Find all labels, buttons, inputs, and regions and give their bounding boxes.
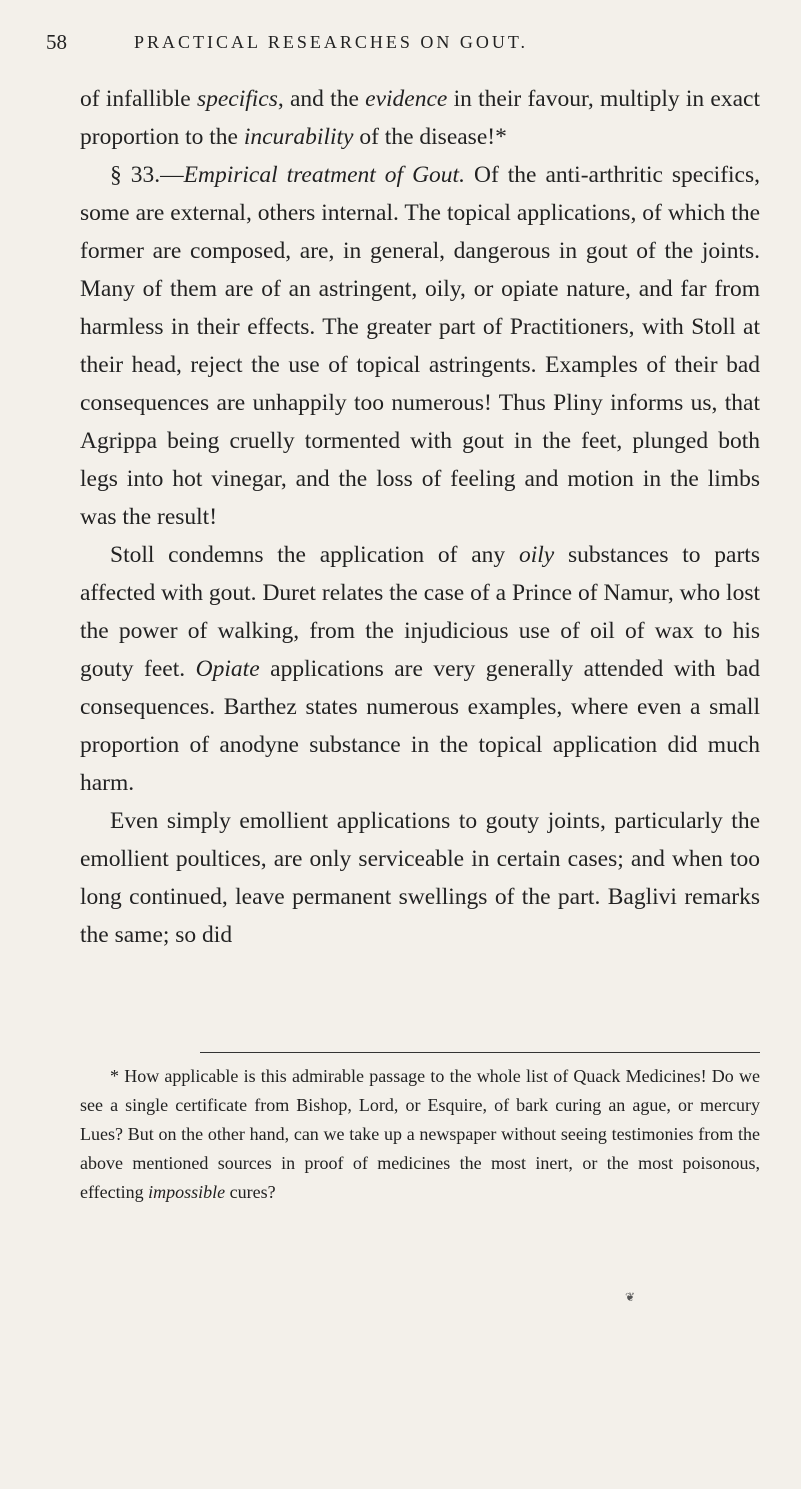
text-run: cures? <box>225 1182 276 1202</box>
page-header <box>46 30 761 60</box>
paragraph-3 <box>80 536 760 802</box>
page-number: 58 <box>46 30 67 54</box>
italic-run: evidence <box>365 86 448 112</box>
text-run: * How applicable is this admirable passage to the whole list of Quack Medicines! Do we see a single certificate from Bishop, Lord, or Esquire, of bark curing an ague, or mercury Lues? But on the other hand, can we take up a newspaper without seeing testimonies from the above mentioned sources in proof of medicines the most inert, or the most poisonous, effecting <box>80 1066 760 1202</box>
printer-mark-icon: ❦ <box>625 1290 636 1304</box>
text-run: substances to parts affected with gout. Duret relates the case of a Prince of Namur, who lost the power of walking, from the injudicious use of oil of wax to his gouty feet. <box>80 542 760 682</box>
footnote-text <box>80 1062 760 1207</box>
footnote <box>80 1062 760 1207</box>
section-heading: Empirical treatment of Gout. <box>183 162 465 188</box>
running-title: PRACTICAL RESEARCHES ON GOUT. <box>134 32 529 52</box>
text-run: Of the anti-arthritic specifics, some are external, others internal. The topical applications, of which the former are composed, are, in general, dangerous in gout of the joints. Many of them are of an astringent, oily, or opiate nature, and far from harmless in their effects. The greater part of Practitioners, with Stoll at their head, reject the use of topical astringents. Examples of their bad consequences are unhappily too numerous! Thus Pliny informs us, that Agrippa being cruelly tormented with gout in the feet, plunged both legs into hot vinegar, and the loss of feeling and motion in the limbs was the result! <box>80 162 761 530</box>
paragraph-1 <box>80 80 760 156</box>
text-run: , and the <box>277 86 366 112</box>
text-run: applications are very generally attended with bad consequences. Barthez states numerous examples, where even a small proportion of anodyne substance in the topical application did much harm. <box>80 656 761 796</box>
paragraph-2 <box>80 156 760 536</box>
italic-run: oily <box>518 542 555 568</box>
text-run: Even simply emollient applications to gouty joints, particularly the emollient poultices, are only serviceable in certain cases; and when too long continued, leave permanent swellings of the part. Baglivi remarks the same; so did <box>80 808 760 948</box>
italic-run: specifics <box>196 86 278 112</box>
text-run: of infallible <box>80 86 197 112</box>
section-mark: § 33.— <box>110 162 184 188</box>
italic-run: incurability <box>243 124 354 150</box>
paragraph-4 <box>80 802 760 954</box>
text-run: of the disease!* <box>353 124 507 150</box>
main-text <box>80 80 760 954</box>
text-run: in their favour, multiply in exact proportion to the <box>80 86 760 150</box>
italic-run: impossible <box>148 1182 226 1202</box>
italic-run: Opiate <box>195 656 260 682</box>
footnote-rule <box>200 1052 760 1053</box>
text-run: Stoll condemns the application of any <box>110 542 519 568</box>
